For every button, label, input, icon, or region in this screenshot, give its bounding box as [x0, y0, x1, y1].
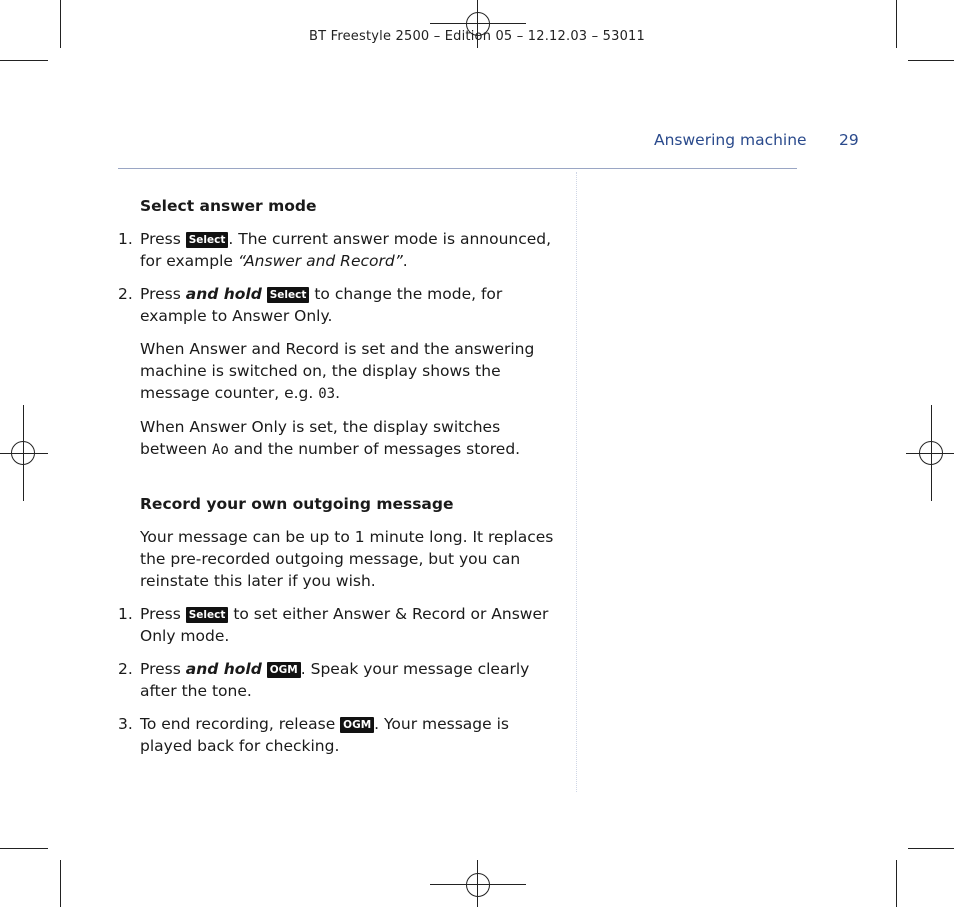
crop-mark: [60, 860, 61, 907]
example-mode: “Answer and Record”: [237, 252, 403, 270]
select-key-icon: Select: [186, 232, 229, 248]
ogm-key-icon: OGM: [267, 662, 301, 678]
main-content: [118, 195, 563, 768]
step-number: 1.: [118, 230, 133, 248]
section-title: Select answer mode: [140, 197, 317, 215]
step-number: 1.: [118, 605, 133, 623]
crop-mark: [896, 860, 897, 907]
lcd-display-text: 03: [318, 386, 336, 402]
list-item: 2. Press and hold Select to change the mode, for example to Answer Only.: [118, 285, 503, 325]
paragraph: When Answer Only is set, the display switches between Ao and the number of messages stored.: [140, 418, 521, 458]
step-number: 3.: [118, 715, 133, 733]
list-item: 3. To end recording, release OGM . Your message is played back for checking.: [118, 715, 509, 755]
list-item: 1. Press Select . The current answer mode is announced, for example “Answer and Record”.: [118, 230, 552, 270]
page-number: 29: [839, 131, 859, 149]
ogm-key-icon: OGM: [340, 717, 374, 733]
section-title: Record your own outgoing message: [140, 495, 454, 513]
lcd-display-text: Ao: [211, 442, 229, 458]
crop-mark: [0, 848, 48, 849]
step-number: 2.: [118, 660, 133, 678]
list-item: 2. Press and hold OGM . Speak your message clearly after the tone.: [118, 660, 530, 700]
step-number: 2.: [118, 285, 133, 303]
print-slug: BT Freestyle 2500 – Edition 05 – 12.12.03 – 53011: [309, 29, 645, 44]
paragraph: When Answer and Record is set and the answering machine is switched on, the display shows the message counter, e.g. 03.: [140, 340, 535, 402]
header-rule: [118, 168, 797, 169]
list-item: 1. Press Select to set either Answer & Record or Answer Only mode.: [118, 605, 549, 645]
running-head: Answering machine: [654, 131, 807, 149]
select-key-icon: Select: [267, 287, 310, 303]
crop-mark: [908, 60, 954, 61]
registration-mark-icon: [906, 405, 954, 501]
column-divider: [576, 172, 577, 792]
paragraph: Your message can be up to 1 minute long. It replaces the pre-recorded outgoing message, but you can reinstate this later if you wish.: [140, 528, 554, 590]
crop-mark: [908, 848, 954, 849]
crop-mark: [0, 60, 48, 61]
registration-mark-icon: [0, 405, 48, 501]
select-key-icon: Select: [186, 607, 229, 623]
registration-mark-icon: [430, 860, 526, 907]
